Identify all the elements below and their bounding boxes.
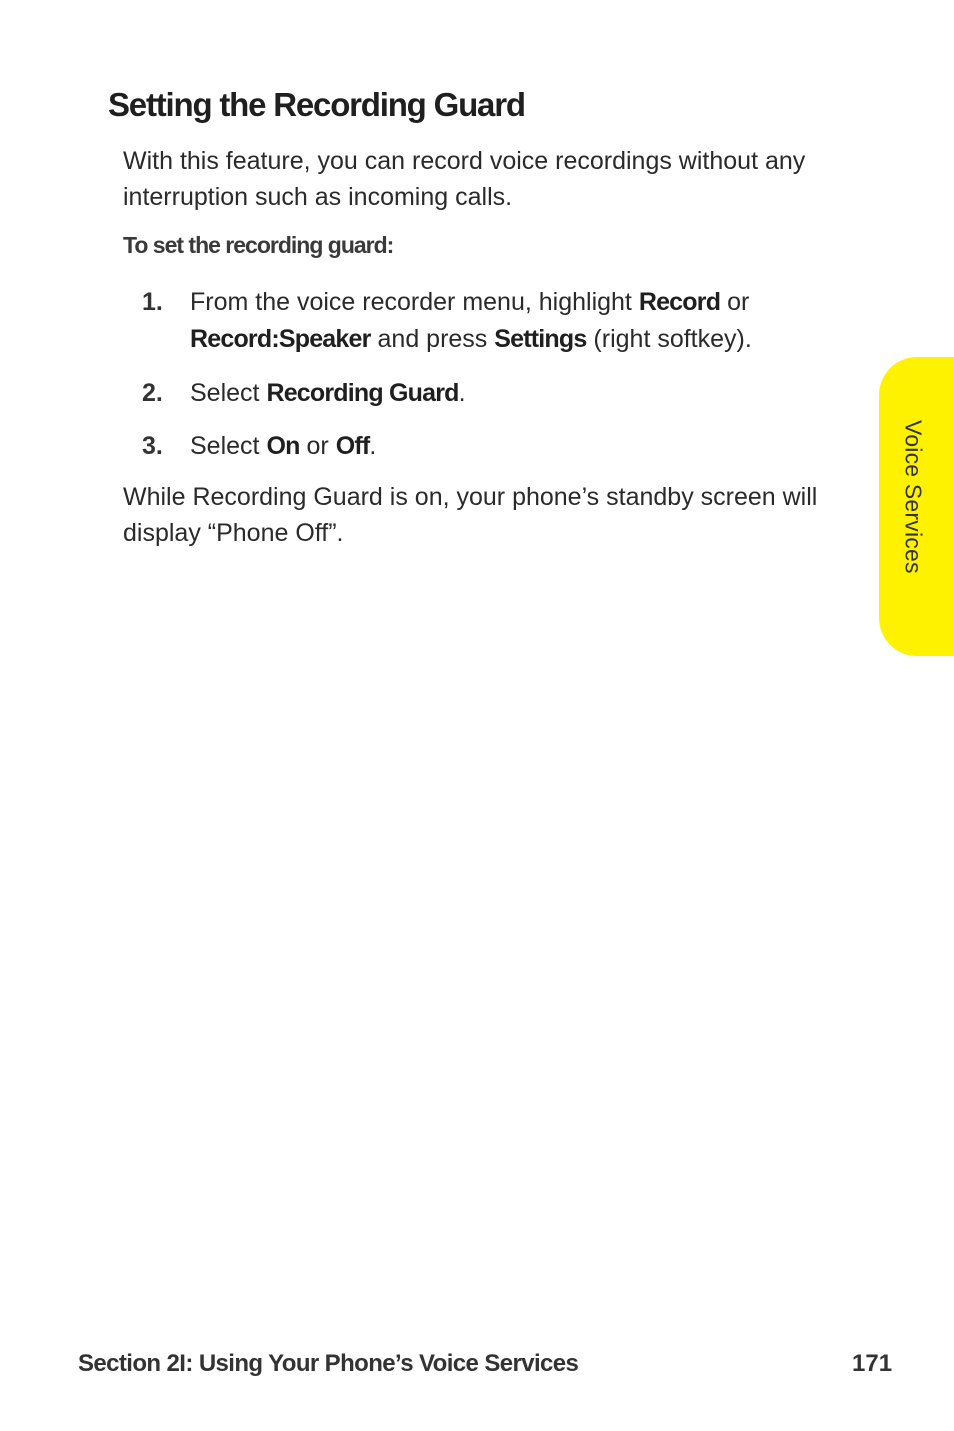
step-3 — [123, 428, 868, 465]
note-paragraph: While Recording Guard is on, your phone’s standby screen will display “Phone Off”. — [123, 483, 818, 547]
step-text-part: and press — [370, 325, 495, 353]
step-2 — [123, 375, 868, 412]
step-text-part: From the voice recorder menu, highlight — [190, 288, 639, 316]
page-number: 171 — [852, 1350, 893, 1377]
step-text-part: (right softkey). — [586, 325, 752, 353]
softkey-settings: Settings — [494, 325, 587, 353]
option-on: On — [266, 432, 300, 460]
footer-section-label: Section 2I: Using Your Phone’s Voice Services — [78, 1350, 579, 1377]
step-text — [190, 284, 868, 358]
step-text-part: Select — [190, 432, 267, 460]
step-text-part: . — [458, 379, 466, 407]
menu-item-record: Record — [638, 288, 721, 316]
step-text-part: Select — [190, 379, 267, 407]
option-off: Off — [335, 432, 370, 460]
step-text-part: or — [299, 432, 336, 460]
step-text — [190, 375, 868, 412]
step-1 — [123, 284, 868, 358]
step-text — [190, 428, 868, 465]
step-text-part: . — [369, 432, 377, 460]
side-tab-label: Voice Services — [900, 420, 927, 574]
menu-item-recording-guard: Recording Guard — [266, 379, 459, 407]
step-number: 2. — [142, 379, 163, 407]
step-number: 3. — [142, 432, 163, 460]
procedure-heading: To set the recording guard: — [123, 232, 394, 258]
intro-paragraph: With this feature, you can record voice recordings without any interruption such as incoming calls. — [123, 147, 806, 211]
section-title: Setting the Recording Guard — [108, 86, 525, 123]
menu-item-record-speaker: Record:Speaker — [190, 325, 371, 353]
step-text-part: or — [720, 288, 750, 316]
step-number: 1. — [142, 288, 163, 316]
